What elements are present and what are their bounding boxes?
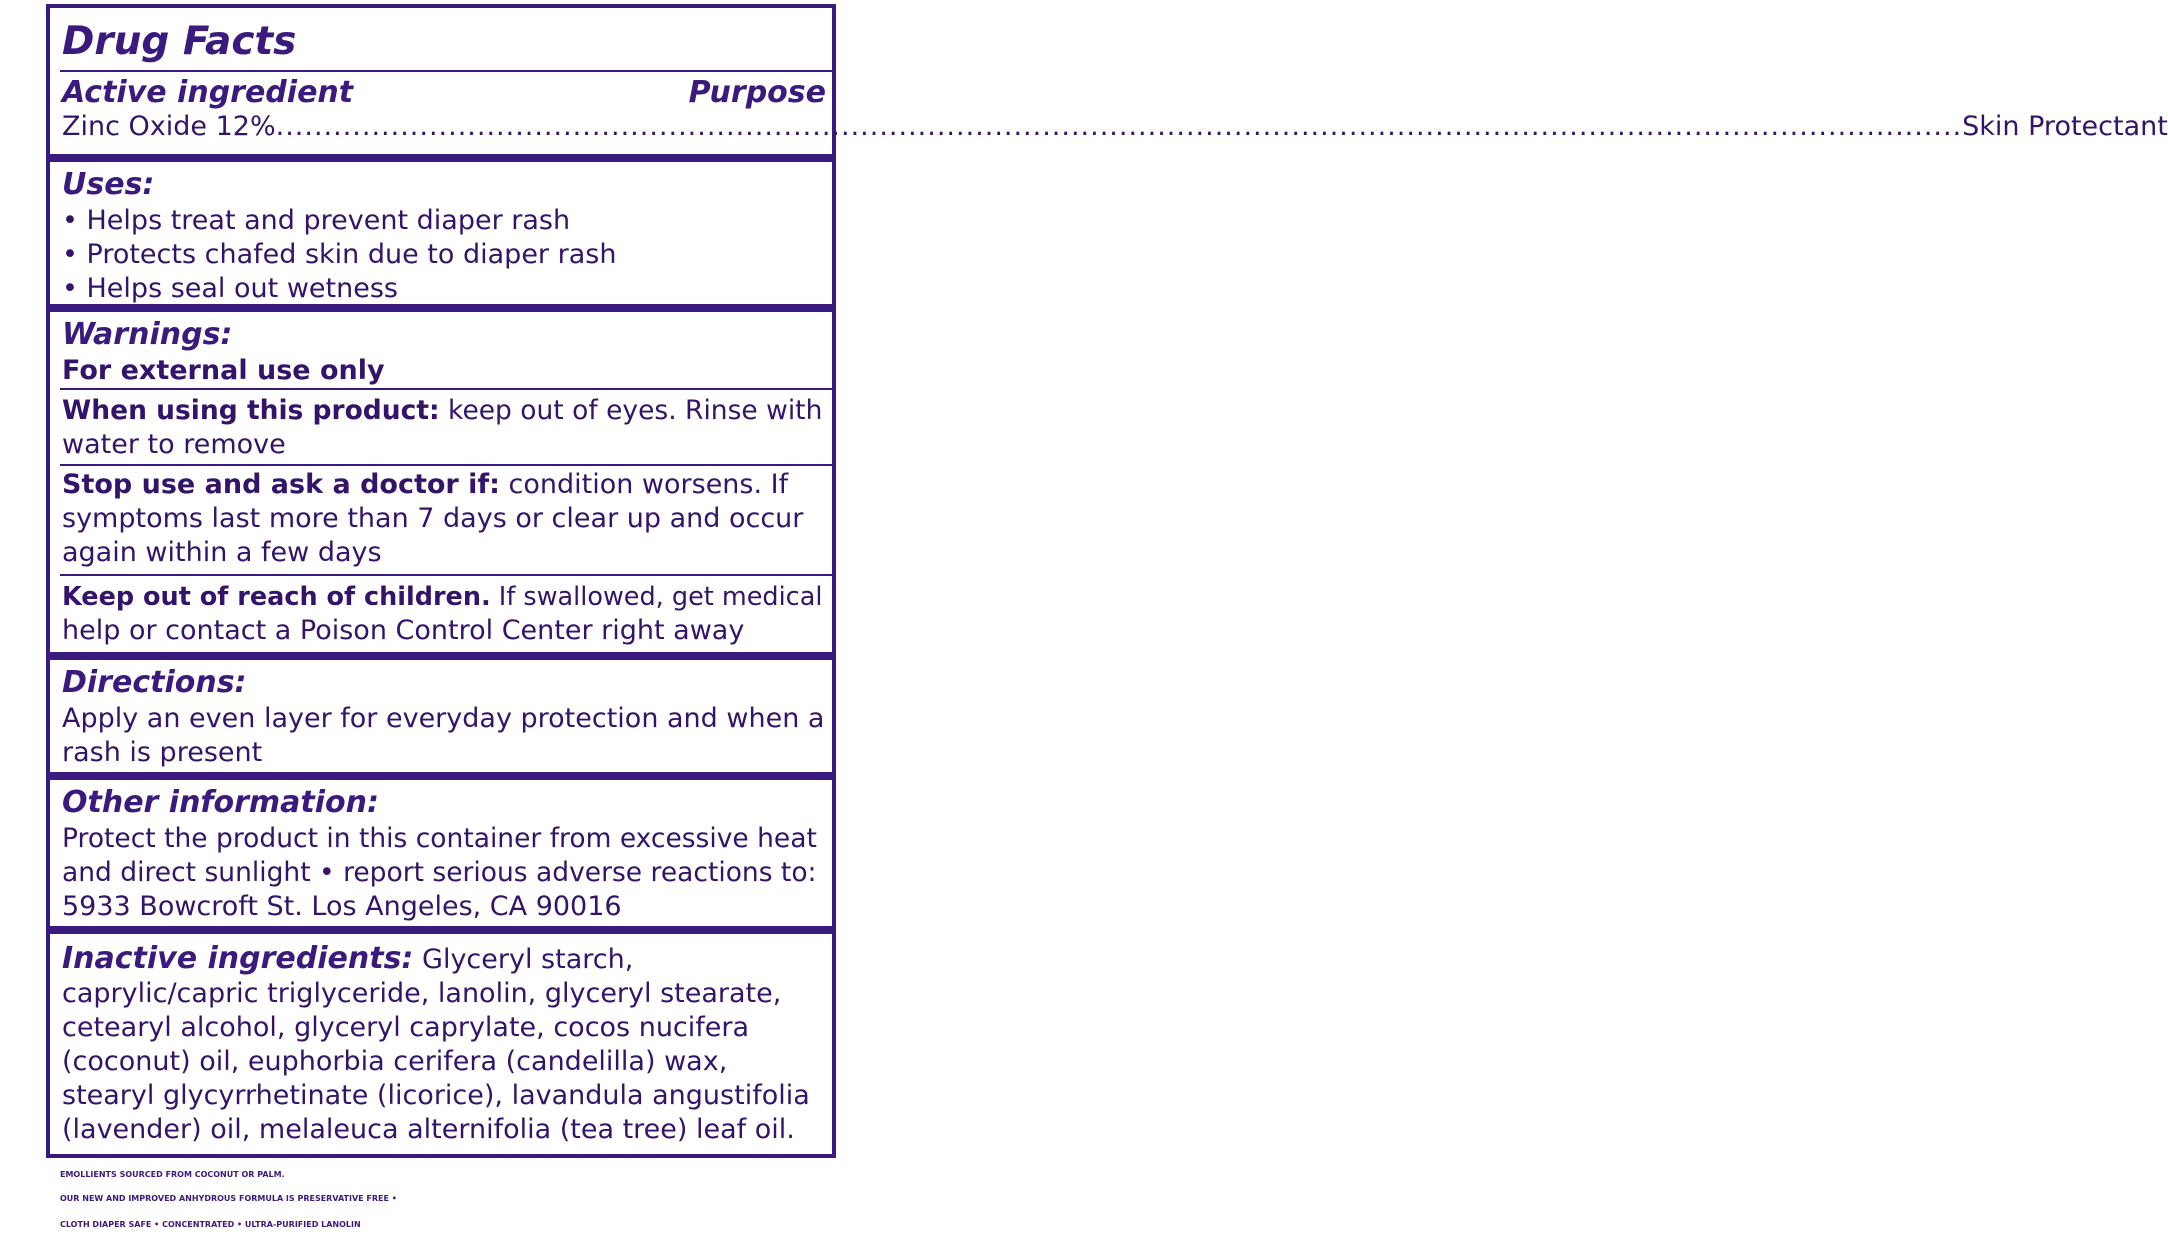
list-item: • Helps seal out wetness [62,273,398,304]
other-information-section [50,784,832,924]
section-divider [50,652,832,660]
when-using-label: When using this product: [62,395,440,426]
warnings-divider [60,464,832,466]
directions-text: rash is present [62,737,263,768]
other-information-text: Protect the product in this container from excessive heat [62,823,817,854]
title-divider [60,70,832,72]
active-ingredient-section [50,74,2168,144]
other-information-heading: Other information: [62,785,379,820]
warnings-divider [60,574,832,576]
stop-use-block [50,468,832,570]
external-use-note: For external use only [62,355,385,386]
when-using-text: keep out of eyes. Rinse with [439,395,823,426]
page-title: Drug Facts [62,19,297,64]
list-item: • Protects chafed skin due to diaper rash [62,239,617,270]
uses-heading: Uses: [62,167,155,202]
title-section [50,16,832,68]
section-divider [50,772,832,780]
inactive-ingredients-heading: Inactive ingredients: [62,941,414,976]
inactive-ingredients-section [50,942,832,1147]
active-heading-row [62,74,826,112]
footer-emollients-note: EMOLLIENTS SOURCED FROM COCONUT OR PALM. [60,1170,285,1179]
keep-out-text: help or contact a Poison Control Center right away [62,615,745,646]
active-ingredient-heading: Active ingredient [62,75,354,110]
stop-use-text: condition worsens. If [499,469,789,500]
directions-text: Apply an even layer for everyday protection and when a [62,703,825,734]
keep-out-text: If swallowed, get medical [490,582,823,612]
inactive-ingredients-text: Glyceryl starch, [413,944,634,975]
stop-use-text: symptoms last more than 7 days or clear up and occur [62,503,804,534]
other-information-text: and direct sunlight • report serious adverse reactions to: [62,857,817,888]
inactive-ingredients-text: stearyl glycyrrhetinate (licorice), lavandula angustifolia [62,1080,810,1111]
section-divider [50,926,832,934]
warnings-section [50,316,832,388]
when-using-block [50,394,832,462]
inactive-ingredients-text: (coconut) oil, euphorbia cerifera (candelilla) wax, [62,1046,728,1077]
keep-out-label: Keep out of reach of children. [62,582,491,612]
stop-use-text: again within a few days [62,537,382,568]
directions-section [50,664,832,770]
uses-section [50,166,832,306]
purpose-heading: Purpose [688,75,826,110]
footer-formula-note: OUR NEW AND IMPROVED ANHYDROUS FORMULA IS PRESERVATIVE FREE • [60,1194,397,1203]
dot-leader: ................................................................................................................................................................................ [275,111,1963,142]
inactive-ingredients-text: (lavender) oil, melaleuca alternifolia (tea tree) leaf oil. [62,1114,795,1145]
ingredient-purpose: Skin Protectant [1962,111,2168,142]
inactive-ingredients-text: cetearyl alcohol, glyceryl caprylate, cocos nucifera [62,1012,750,1043]
warnings-divider [60,388,832,390]
drug-facts-panel [46,4,2168,1158]
footer-features-note: CLOTH DIAPER SAFE • CONCENTRATED • ULTRA-PURIFIED LANOLIN [60,1220,361,1229]
stop-use-label: Stop use and ask a doctor if: [62,469,500,500]
list-item: • Helps treat and prevent diaper rash [62,205,571,236]
section-divider [50,304,832,312]
other-information-text: 5933 Bowcroft St. Los Angeles, CA 90016 [62,891,622,922]
inactive-ingredients-text: caprylic/capric triglyceride, lanolin, glyceryl stearate, [62,978,782,1009]
ingredient-name: Zinc Oxide 12% [62,111,276,142]
footer [60,1164,840,1238]
keep-out-block [50,580,832,648]
active-ingredient-row [62,110,2168,144]
section-divider [50,154,832,162]
warnings-heading: Warnings: [62,317,233,352]
directions-heading: Directions: [62,665,247,700]
when-using-text: water to remove [62,429,286,460]
